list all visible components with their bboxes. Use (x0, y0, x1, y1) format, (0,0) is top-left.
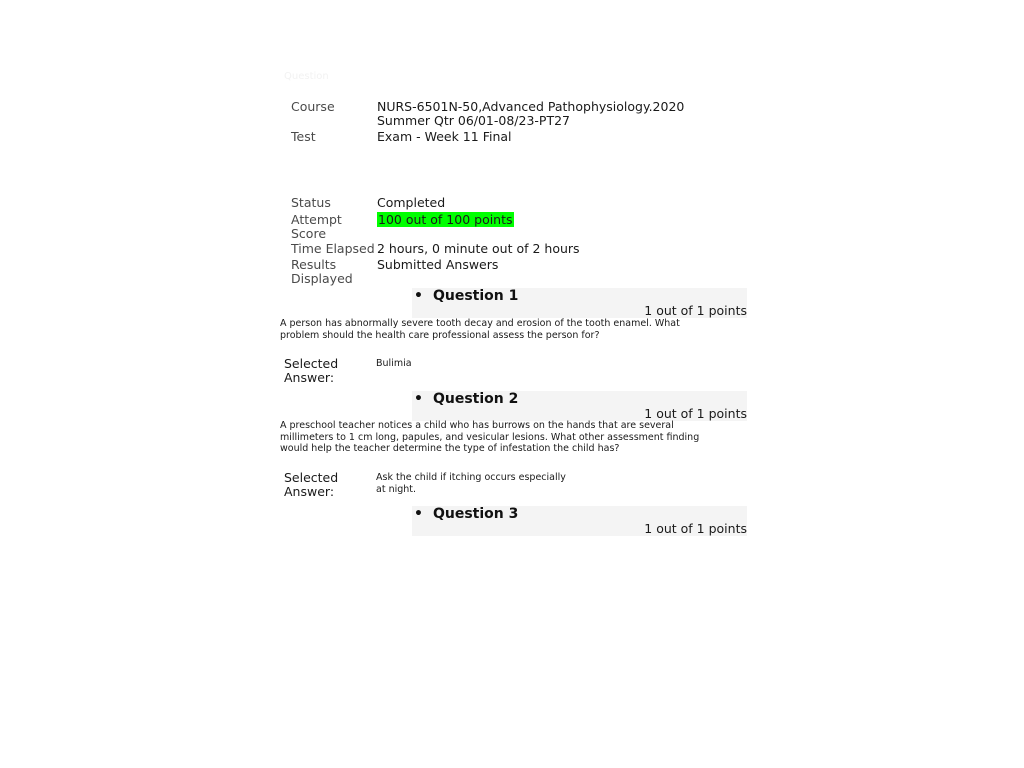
question-title-text: Question 3 (432, 506, 519, 522)
bullet-icon: • (414, 506, 423, 522)
attempt-score-value-wrap (377, 213, 737, 227)
time-elapsed-label: Time Elapsed (291, 241, 375, 256)
question-header (412, 391, 747, 421)
question-header (412, 288, 747, 318)
course-label: Course (291, 99, 335, 114)
bullet-icon: • (414, 391, 423, 407)
question-title (412, 288, 518, 304)
results-displayed-value: Submitted Answers (377, 257, 499, 272)
results-displayed-label: Results Displayed (291, 257, 353, 286)
bullet-icon: • (414, 288, 423, 304)
selected-answer-value: Bulimia (376, 358, 412, 369)
question-points: 1 out of 1 points (644, 303, 747, 318)
selected-answer-label: Selected Answer: (284, 470, 339, 499)
question-title-text: Question 1 (432, 288, 519, 304)
page-header-faint: Question (284, 71, 329, 82)
question-title (412, 506, 518, 522)
test-value: Exam - Week 11 Final (377, 129, 512, 144)
question-title-text: Question 2 (432, 391, 519, 407)
question-header (412, 506, 747, 536)
question-points: 1 out of 1 points (644, 521, 747, 536)
status-label: Status (291, 195, 331, 210)
attempt-score-label: Attempt Score (291, 212, 342, 241)
question-text: A preschool teacher notices a child who has burrows on the hands that are several millimeters to 1 cm long, papules, and vesicular lesions. What other assessment finding would help the teacher determine the type of infestation the child has? (280, 420, 700, 454)
time-elapsed-value: 2 hours, 0 minute out of 2 hours (377, 241, 580, 256)
question-points: 1 out of 1 points (644, 406, 747, 421)
test-label: Test (291, 129, 316, 144)
status-value: Completed (377, 195, 446, 210)
selected-answer-label: Selected Answer: (284, 356, 339, 385)
selected-answer-value: Ask the child if itching occurs especially at night. (376, 472, 566, 495)
question-text: A person has abnormally severe tooth decay and erosion of the tooth enamel. What problem should the health care professional assess the person for? (280, 318, 680, 341)
question-title (412, 391, 518, 407)
course-value: NURS-6501N-50,Advanced Pathophysiology.2020 Summer Qtr 06/01-08/23-PT27 (377, 99, 685, 128)
attempt-score-value: 100 out of 100 points (378, 212, 513, 227)
